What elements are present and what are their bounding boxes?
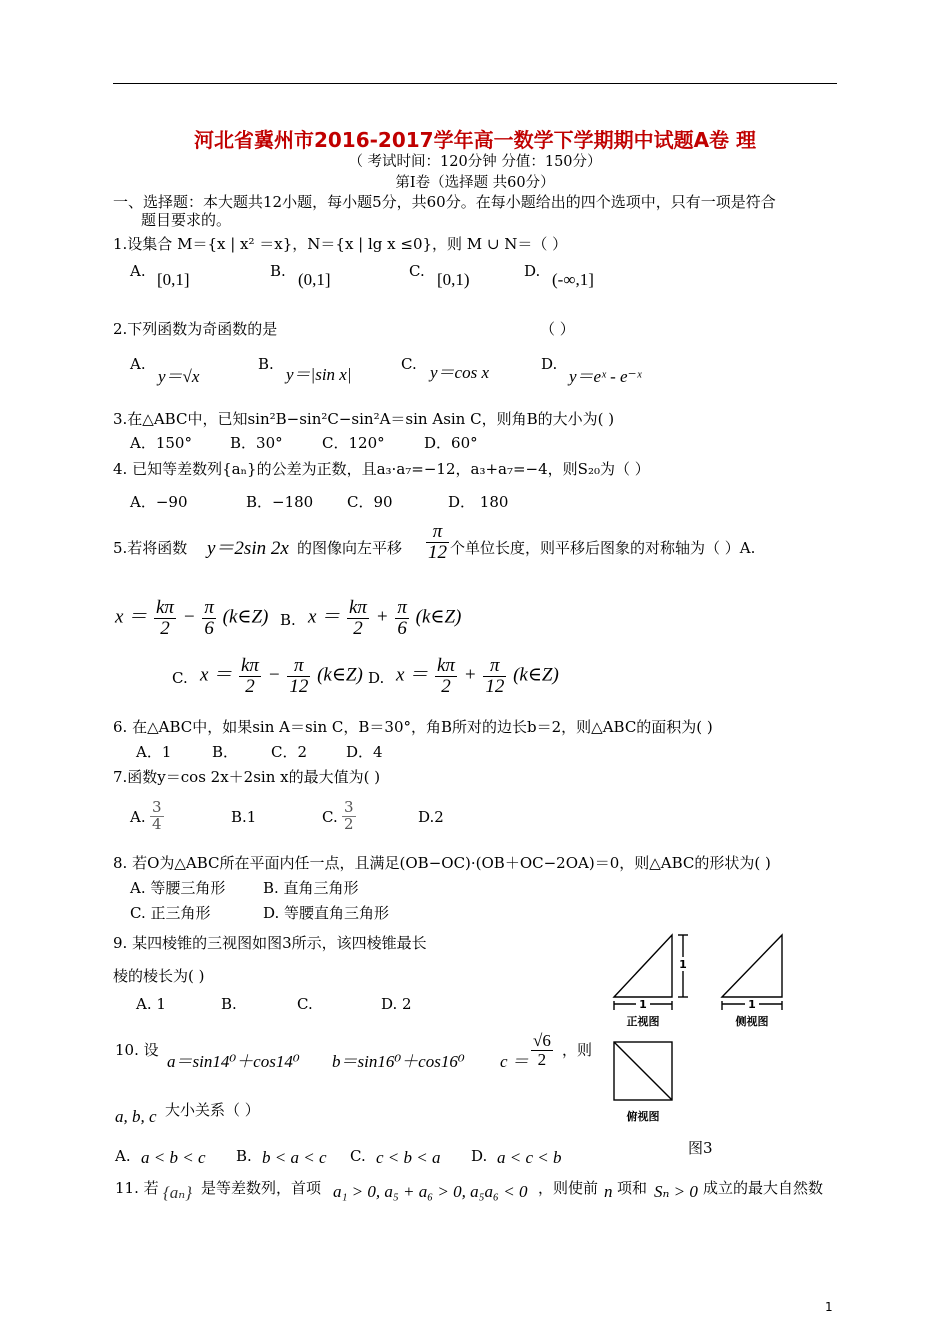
header-rule: [113, 83, 837, 84]
q5-d-num2: π: [483, 656, 506, 677]
q1-label-c: C.: [409, 262, 425, 280]
q11-sn: Sₙ > 0: [654, 1182, 698, 1201]
q7-option-d: D.2: [418, 808, 444, 826]
q7-a-num: 3: [152, 798, 162, 816]
q10-c-value: [529, 1032, 555, 1069]
q7-a-den: 4: [152, 814, 162, 833]
q1-option-a: [0,1]: [157, 270, 190, 289]
q9-option-a: A. 1: [136, 995, 166, 1013]
q5-b-num2: π: [397, 597, 407, 618]
three-view-figure: [600, 925, 800, 1155]
q7-stem: 7.函数y＝cos 2x＋2sin x的最大值为( ): [113, 768, 381, 786]
q9-option-b: B.: [221, 995, 237, 1013]
q2-option-c: y＝cos x: [430, 363, 490, 382]
q5-frac-den: 12: [428, 541, 447, 563]
q3-option-b: B．30°: [230, 434, 283, 452]
q2-paren: （ ）: [540, 320, 575, 338]
q10-option-d: a < c < b: [497, 1148, 562, 1167]
q8-option-b: B. 直角三角形: [263, 879, 359, 897]
q10-c-label: c ＝: [500, 1052, 529, 1071]
q5-a-num2: π: [204, 597, 214, 618]
top-view-label: 俯视图: [626, 1110, 660, 1123]
q11-prefix: 11. 若: [115, 1179, 159, 1197]
q8-option-d: D. 等腰直角三角形: [263, 904, 390, 922]
q5-label-c: C.: [172, 669, 188, 687]
figure-caption: 图3: [688, 1139, 713, 1157]
q5-c-num2: π: [287, 656, 310, 677]
exam-info: （ 考试时间：120分钟 分值：150分）: [348, 154, 602, 170]
q6-option-a: A．1: [136, 743, 172, 761]
q5-c-op: −: [267, 664, 281, 686]
q5-d-num1: kπ: [436, 655, 455, 676]
q5-c-tail: (k∈Z): [317, 664, 363, 686]
q5-b-op: +: [375, 606, 389, 628]
q5-option-a: [115, 598, 268, 639]
q11-n: n: [604, 1182, 613, 1201]
q5-c-xeq: x ＝: [200, 664, 233, 686]
q5-a-op: −: [182, 606, 196, 628]
q3-option-d: D．60°: [424, 434, 478, 452]
q4-stem: 4. 已知等差数列{aₙ}的公差为正数，且a₃·a₇=−12，a₃+a₇=−4，则S₂₀为（ ）: [113, 460, 650, 478]
q5-a-num1: kπ: [155, 597, 174, 618]
q8-option-c: C. 正三角形: [130, 904, 211, 922]
q1-label-b: B.: [270, 262, 286, 280]
q5-stem-a: 5.若将函数: [113, 539, 188, 557]
q5-option-d: [396, 656, 559, 697]
side-view-triangle: [722, 935, 782, 997]
q9-stem-line2: 棱的棱长为( ): [113, 967, 205, 985]
q3-stem: 3.在△ABC中，已知sin²B−sin²C−sin²A＝sin Asin C，则角B的大小为( ): [113, 410, 615, 428]
q8-option-a: A. 等腰三角形: [130, 879, 226, 897]
q8-stem: 8. 若O为△ABC所在平面内任一点，且满足(OB−OC)·(OB＋OC−2OA)＝0，则△ABC的形状为( ): [113, 854, 771, 872]
q5-b-den1: 2: [353, 617, 363, 639]
q10-c-num: √6: [533, 1031, 551, 1050]
q5-d-xeq: x ＝: [396, 664, 429, 686]
exam-title: 河北省冀州市2016-2017学年高一数学下学期期中试题A卷 理: [193, 128, 757, 152]
q9-option-c: C.: [297, 995, 313, 1013]
q5-d-den2: 12: [485, 675, 505, 697]
q4-option-c: C．90: [347, 493, 393, 511]
q4-option-b: B．−180: [246, 493, 314, 511]
q7-option-b: B.1: [231, 808, 257, 826]
q10-vars: a, b, c: [115, 1107, 157, 1126]
q7-label-c: C.: [322, 808, 338, 826]
q1-label-a: A.: [130, 262, 146, 280]
q5-d-op: +: [463, 664, 477, 686]
q4-option-d: D． 180: [448, 493, 509, 511]
q5-shift-fraction: [424, 522, 451, 563]
q2-label-a: A.: [130, 355, 146, 373]
q5-label-b: B.: [280, 611, 296, 629]
q7-option-c: [340, 800, 358, 833]
q5-function: y＝2sin 2x: [207, 538, 289, 559]
q10-tail2: 大小关系（ ）: [165, 1101, 260, 1119]
q5-stem-c: 个单位长度，则平移后图象的对称轴为（ ）A.: [450, 539, 756, 557]
q2-option-d: y＝eˣ - e⁻ˣ: [569, 367, 642, 386]
q7-option-a: [148, 800, 166, 833]
q5-c-num1: kπ: [240, 655, 259, 676]
q6-option-d: D．4: [346, 743, 383, 761]
q11-condition: a₁ > 0, a₅ + a₆ > 0, a₅a₆ < 0: [333, 1182, 528, 1201]
front-view-label: 正视图: [626, 1015, 660, 1028]
q5-c-den1: 2: [245, 675, 255, 697]
q6-stem: 6. 在△ABC中，如果sin A＝sin C，B＝30°，角B所对的边长b＝2，则△ABC的面积为( ): [113, 718, 713, 736]
q6-option-b: B．: [212, 743, 239, 761]
front-width-label: 1: [639, 998, 647, 1011]
q11-mid2: ，则使前: [538, 1179, 599, 1197]
q10-label-a: A.: [115, 1147, 131, 1165]
q2-option-b: y＝|sin x|: [286, 365, 352, 384]
q3-option-a: A．150°: [130, 434, 192, 452]
q1-option-d: (-∞,1]: [552, 270, 594, 289]
page-number: 1: [825, 1300, 833, 1314]
q5-label-d: D.: [368, 669, 385, 687]
q10-label-d: D.: [471, 1147, 488, 1165]
q2-option-a: y＝√x: [158, 367, 200, 386]
q6-option-c: C．2: [271, 743, 308, 761]
q5-b-tail: (k∈Z): [415, 606, 462, 628]
q2-stem: 2.下列函数为奇函数的是: [113, 320, 278, 338]
q10-prefix: 10. 设: [115, 1041, 159, 1059]
volume-heading: 第Ⅰ卷（选择题 共60分）: [395, 175, 555, 191]
q5-option-b: [308, 598, 461, 639]
q11-mid: 是等差数列，首项: [201, 1179, 322, 1197]
q2-label-d: D.: [541, 355, 558, 373]
q9-stem-line1: 9. 某四棱锥的三视图如图3所示，该四棱锥最长: [113, 934, 427, 952]
q11-tail: 成立的最大自然数: [703, 1179, 824, 1197]
q5-stem-b: 的图像向左平移: [297, 539, 403, 557]
q1-option-b: (0,1]: [298, 270, 331, 289]
q7-c-den: 2: [344, 814, 354, 833]
section-intro-line2: 题目要求的。: [141, 211, 232, 229]
q5-d-tail: (k∈Z): [513, 664, 559, 686]
q10-option-b: b < a < c: [262, 1148, 327, 1167]
q5-b-den2: 6: [397, 617, 407, 639]
q5-c-den2: 12: [289, 675, 309, 697]
q7-label-a: A.: [130, 808, 146, 826]
q10-option-c: c < b < a: [376, 1148, 441, 1167]
q3-option-c: C．120°: [322, 434, 385, 452]
side-view-label: 侧视图: [735, 1015, 769, 1028]
q10-b-expr: b＝sin16⁰＋cos16⁰: [332, 1052, 465, 1071]
q1-stem: 1.设集合 M＝{x | x² ＝x}，N＝{x | lg x ≤0}，则 M ∪ N＝（ ）: [113, 235, 568, 253]
q1-label-d: D.: [524, 262, 541, 280]
q10-a-expr: a＝sin14⁰＋cos14⁰: [167, 1052, 300, 1071]
front-view-triangle: [614, 935, 672, 997]
q10-tail: ，则: [562, 1041, 593, 1059]
q7-c-num: 3: [344, 798, 354, 816]
q11-sequence: {aₙ}: [163, 1183, 192, 1202]
q5-a-tail: (k∈Z): [222, 606, 269, 628]
q1-option-c: [0,1): [437, 270, 470, 289]
q9-option-d: D. 2: [381, 995, 412, 1013]
q10-c-den: 2: [537, 1049, 547, 1069]
q5-a-den2: 6: [204, 617, 214, 639]
section-intro-line1: 一、选择题：本大题共12小题，每小题5分，共60分。在每小题给出的四个选项中，只有一项是符合: [113, 193, 776, 211]
q10-label-c: C.: [350, 1147, 366, 1165]
q5-b-xeq: x ＝: [308, 606, 341, 628]
q5-a-xeq: x ＝: [115, 606, 148, 628]
q11-mid3: 项和: [617, 1179, 648, 1197]
q5-a-den1: 2: [160, 617, 170, 639]
q5-d-den1: 2: [441, 675, 451, 697]
q5-b-num1: kπ: [348, 597, 367, 618]
side-width-label: 1: [748, 998, 756, 1011]
q5-frac-num: π: [426, 522, 449, 543]
q10-option-a: a < b < c: [141, 1148, 206, 1167]
q5-option-c: [200, 656, 363, 697]
q2-label-c: C.: [401, 355, 417, 373]
q4-option-a: A．−90: [130, 493, 188, 511]
q2-label-b: B.: [258, 355, 274, 373]
front-height-label: 1: [679, 958, 687, 971]
q10-label-b: B.: [236, 1147, 252, 1165]
